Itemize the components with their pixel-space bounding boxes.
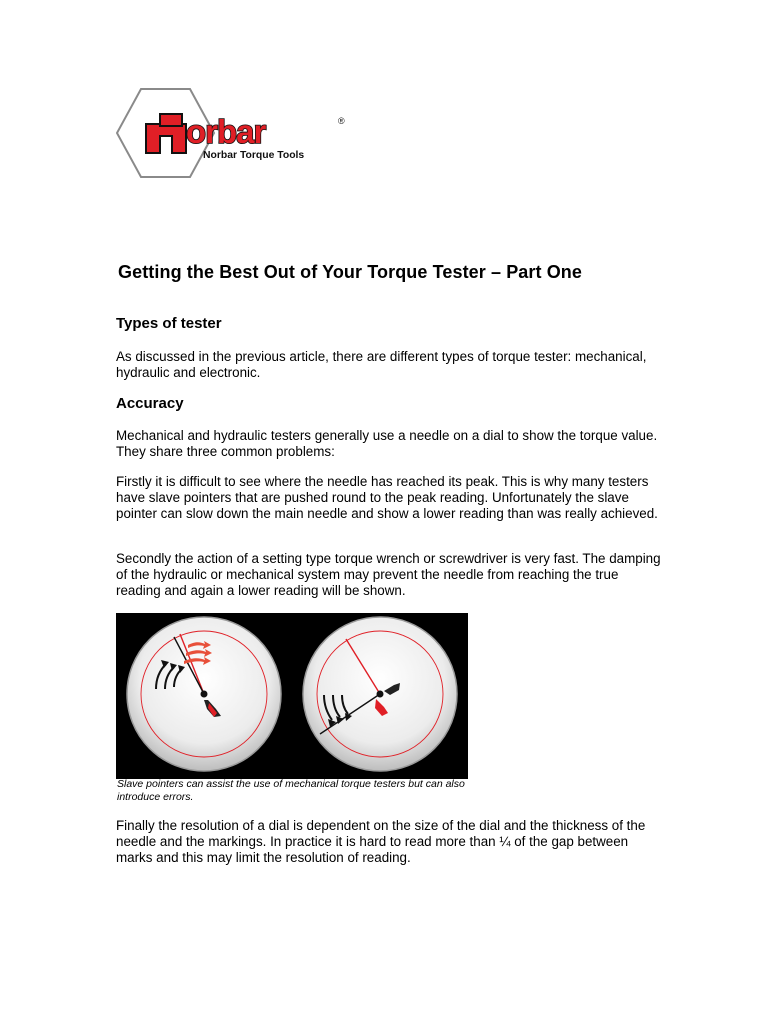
accuracy-paragraph-4: Finally the resolution of a dial is dependent on the size of the dial and the thickness of the needle and the markings. In practice it is hard to read more than ¼ of the gap between marks and this may limit the resolution of reading. [116,818,646,865]
accuracy-paragraph-1: Mechanical and hydraulic testers generally use a needle on a dial to show the torque value. They share three common problems: [116,428,658,459]
logo-registered-mark: ® [338,116,345,126]
logo-tagline: Norbar Torque Tools [203,150,305,161]
section-heading-types: Types of tester [116,315,222,332]
dial-right [303,617,457,771]
section-heading-accuracy: Accuracy [116,395,184,412]
norbar-logo [116,86,350,180]
accuracy-paragraph-2: Firstly it is difficult to see where the needle has reached its peak. This is why many testers have slave pointers that are pushed round to the peak reading. Unfortunately the slave pointer can slow down the main needle and show a lower reading than was really achieved. [116,474,658,521]
page-title: Getting the Best Out of Your Torque Tester – Part One [118,262,583,282]
logo-wordmark: orbar [186,113,266,150]
dial-illustration [116,613,468,779]
dial-left [127,617,281,771]
accuracy-paragraph-3: Secondly the action of a setting type torque wrench or screwdriver is very fast. The damping of the hydraulic or mechanical system may prevent the needle from reaching the true reading and again a lower reading will be shown. [116,551,661,598]
types-paragraph: As discussed in the previous article, there are different types of torque tester: mechanical, hydraulic and electronic. [116,349,647,380]
figure-caption: Slave pointers can assist the use of mechanical torque testers but can also introduce errors. [117,778,465,803]
